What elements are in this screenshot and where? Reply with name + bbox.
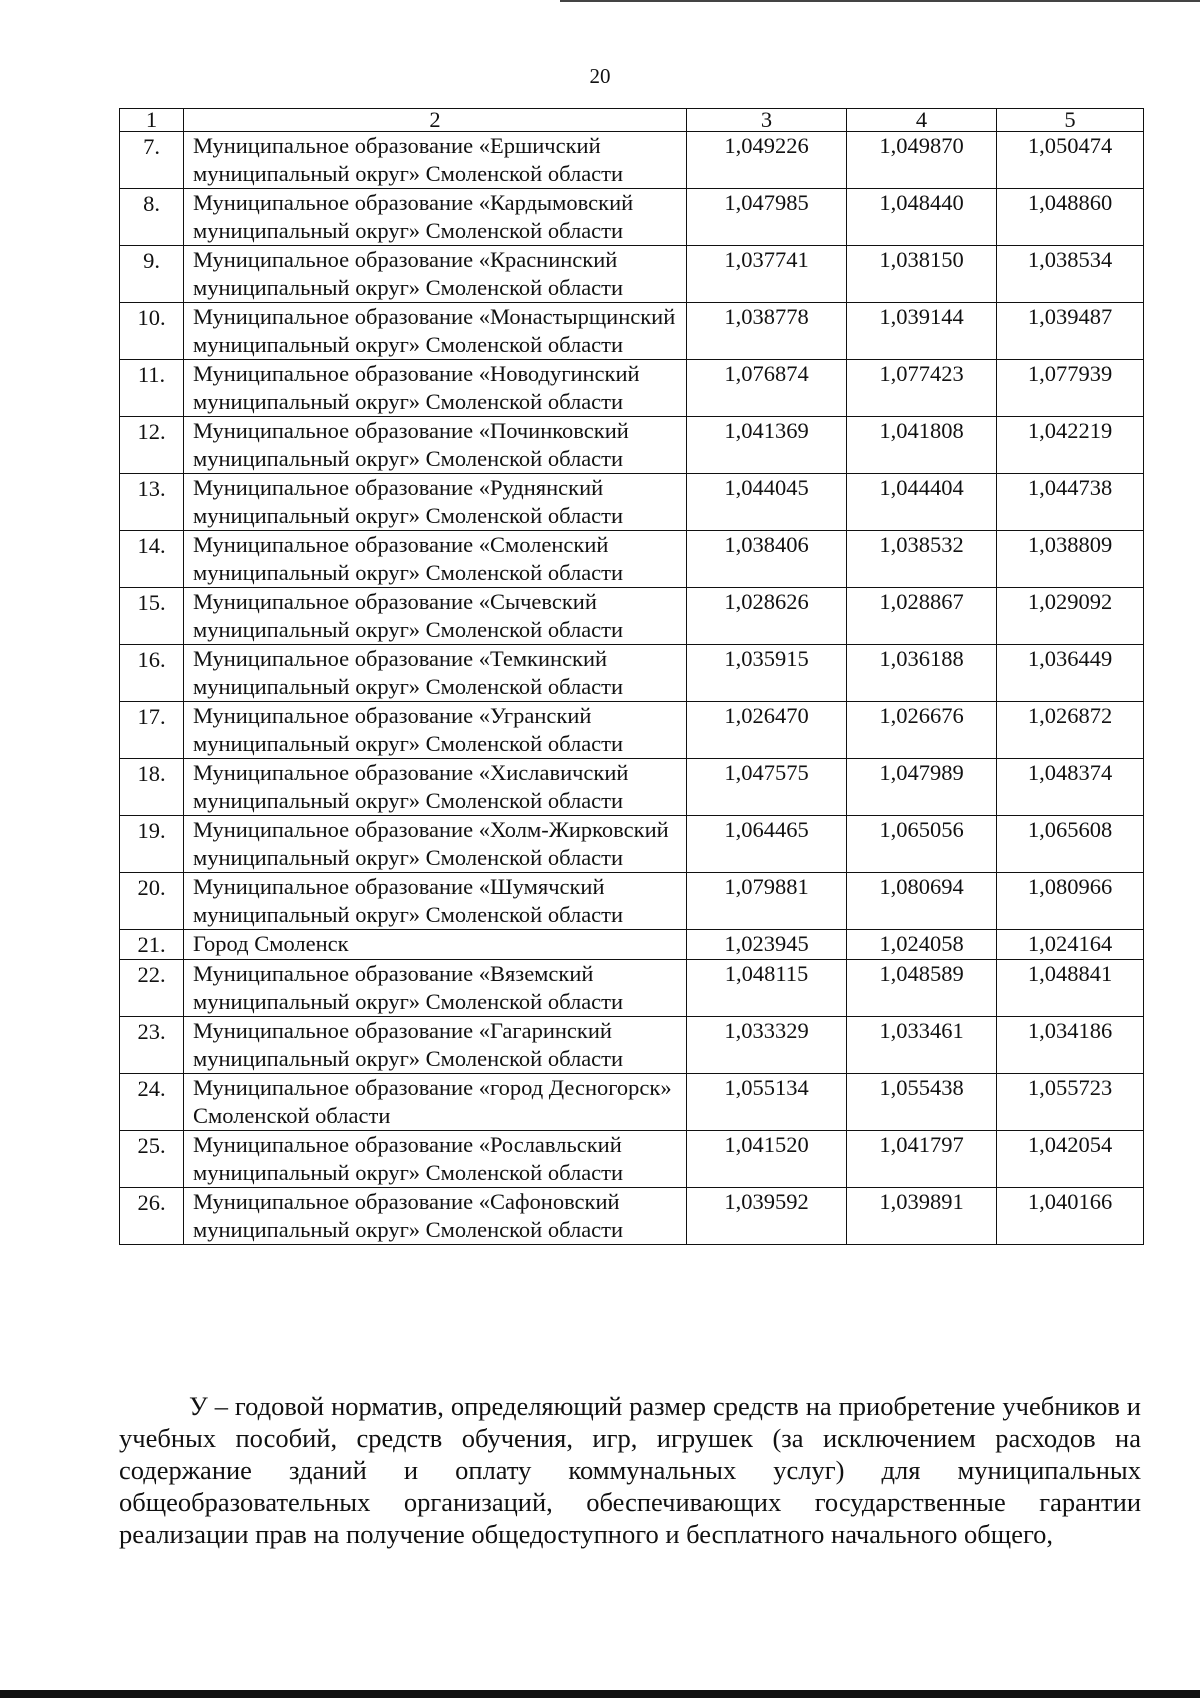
value-col-3: 1,076874 [687,360,847,417]
table-row [120,873,1144,930]
value-col-5: 1,040166 [997,1188,1144,1245]
value-col-3: 1,038778 [687,303,847,360]
value-col-5: 1,038534 [997,246,1144,303]
municipality-name: Муниципальное образование «Сафоновский муниципальный округ» Смоленской области [184,1188,687,1245]
row-number: 10. [120,303,184,360]
municipality-name: Муниципальное образование «Хиславичский муниципальный округ» Смоленской области [184,759,687,816]
value-col-4: 1,039891 [847,1188,997,1245]
value-col-3: 1,048115 [687,960,847,1017]
value-col-5: 1,044738 [997,474,1144,531]
row-number: 9. [120,246,184,303]
value-col-4: 1,048589 [847,960,997,1017]
value-col-3: 1,033329 [687,1017,847,1074]
table-row [120,360,1144,417]
column-header: 4 [847,109,997,132]
value-col-4: 1,049870 [847,132,997,189]
value-col-3: 1,023945 [687,930,847,960]
municipality-name: Муниципальное образование «Сычевский муниципальный округ» Смоленской области [184,588,687,645]
value-col-4: 1,038532 [847,531,997,588]
municipality-name: Муниципальное образование «Кардымовский муниципальный округ» Смоленской области [184,189,687,246]
value-col-3: 1,047575 [687,759,847,816]
value-col-3: 1,044045 [687,474,847,531]
coefficients-table [119,108,1144,1245]
value-col-5: 1,065608 [997,816,1144,873]
value-col-5: 1,029092 [997,588,1144,645]
value-col-3: 1,026470 [687,702,847,759]
row-number: 8. [120,189,184,246]
value-col-4: 1,024058 [847,930,997,960]
value-col-5: 1,055723 [997,1074,1144,1131]
municipality-name: Муниципальное образование «Темкинский муниципальный округ» Смоленской области [184,645,687,702]
table-row [120,702,1144,759]
value-col-3: 1,079881 [687,873,847,930]
value-col-5: 1,024164 [997,930,1144,960]
value-col-4: 1,080694 [847,873,997,930]
table-row [120,816,1144,873]
value-col-4: 1,047989 [847,759,997,816]
value-col-3: 1,047985 [687,189,847,246]
row-number: 13. [120,474,184,531]
municipality-name: Муниципальное образование «Вяземский муниципальный округ» Смоленской области [184,960,687,1017]
value-col-4: 1,028867 [847,588,997,645]
table-row [120,474,1144,531]
table-header-row [120,109,1144,132]
row-number: 26. [120,1188,184,1245]
scan-edge-line [560,0,1200,2]
row-number: 12. [120,417,184,474]
body-paragraph: У – годовой норматив, определяющий размер средств на приобретение учебников и учебных пособий, средств обучения, игр, игрушек (за исключением расходов на содержание зданий и оплату коммунальных услуг) для муниципальных общеобразовательных организаций, обеспечивающих государственные гарантии реализации прав на получение общедоступного и бесплатного начального общего, [119,1391,1141,1549]
row-number: 7. [120,132,184,189]
value-col-4: 1,038150 [847,246,997,303]
value-col-4: 1,048440 [847,189,997,246]
value-col-3: 1,039592 [687,1188,847,1245]
value-col-4: 1,039144 [847,303,997,360]
municipality-name: Муниципальное образование «Ершичский муниципальный округ» Смоленской области [184,132,687,189]
column-header: 5 [997,109,1144,132]
value-col-5: 1,026872 [997,702,1144,759]
table-row [120,246,1144,303]
table-row [120,759,1144,816]
value-col-3: 1,064465 [687,816,847,873]
table-row [120,930,1144,960]
row-number: 24. [120,1074,184,1131]
value-col-5: 1,036449 [997,645,1144,702]
table-row [120,960,1144,1017]
municipality-name: Муниципальное образование «Краснинский муниципальный округ» Смоленской области [184,246,687,303]
municipality-name: Город Смоленск [184,930,687,960]
municipality-name: Муниципальное образование «Холм-Жирковский муниципальный округ» Смоленской области [184,816,687,873]
municipality-name: Муниципальное образование «Рославльский муниципальный округ» Смоленской области [184,1131,687,1188]
municipality-name: Муниципальное образование «Гагаринский муниципальный округ» Смоленской области [184,1017,687,1074]
row-number: 11. [120,360,184,417]
table-row [120,588,1144,645]
value-col-4: 1,026676 [847,702,997,759]
municipality-name: Муниципальное образование «Смоленский муниципальный округ» Смоленской области [184,531,687,588]
table-row [120,189,1144,246]
value-col-5: 1,034186 [997,1017,1144,1074]
value-col-4: 1,065056 [847,816,997,873]
value-col-5: 1,048374 [997,759,1144,816]
value-col-5: 1,038809 [997,531,1144,588]
table-row [120,1188,1144,1245]
value-col-4: 1,041808 [847,417,997,474]
municipality-name: Муниципальное образование «Шумячский муниципальный округ» Смоленской области [184,873,687,930]
table-row [120,417,1144,474]
column-header: 3 [687,109,847,132]
row-number: 23. [120,1017,184,1074]
row-number: 19. [120,816,184,873]
municipality-name: Муниципальное образование «Новодугинский муниципальный округ» Смоленской области [184,360,687,417]
row-number: 22. [120,960,184,1017]
value-col-4: 1,044404 [847,474,997,531]
row-number: 16. [120,645,184,702]
municipality-name: Муниципальное образование «Починковский муниципальный округ» Смоленской области [184,417,687,474]
row-number: 15. [120,588,184,645]
row-number: 20. [120,873,184,930]
value-col-5: 1,048841 [997,960,1144,1017]
value-col-5: 1,077939 [997,360,1144,417]
value-col-3: 1,049226 [687,132,847,189]
value-col-4: 1,077423 [847,360,997,417]
value-col-3: 1,055134 [687,1074,847,1131]
value-col-3: 1,041369 [687,417,847,474]
value-col-4: 1,041797 [847,1131,997,1188]
value-col-3: 1,041520 [687,1131,847,1188]
value-col-5: 1,042054 [997,1131,1144,1188]
row-number: 18. [120,759,184,816]
table-row [120,531,1144,588]
value-col-3: 1,038406 [687,531,847,588]
table-row [120,303,1144,360]
row-number: 14. [120,531,184,588]
scan-bottom-edge [0,1690,1200,1698]
value-col-3: 1,028626 [687,588,847,645]
column-header: 1 [120,109,184,132]
table-row [120,1131,1144,1188]
value-col-3: 1,035915 [687,645,847,702]
value-col-4: 1,036188 [847,645,997,702]
column-header: 2 [184,109,687,132]
value-col-5: 1,048860 [997,189,1144,246]
table-row [120,132,1144,189]
value-col-5: 1,042219 [997,417,1144,474]
municipality-name: Муниципальное образование «Руднянский муниципальный округ» Смоленской области [184,474,687,531]
value-col-5: 1,080966 [997,873,1144,930]
row-number: 25. [120,1131,184,1188]
municipality-name: Муниципальное образование «Монастырщинский муниципальный округ» Смоленской области [184,303,687,360]
row-number: 17. [120,702,184,759]
value-col-3: 1,037741 [687,246,847,303]
value-col-5: 1,050474 [997,132,1144,189]
value-col-4: 1,055438 [847,1074,997,1131]
value-col-4: 1,033461 [847,1017,997,1074]
table-row [120,1017,1144,1074]
municipality-name: Муниципальное образование «Угранский муниципальный округ» Смоленской области [184,702,687,759]
table-row [120,1074,1144,1131]
table-row [120,645,1144,702]
row-number: 21. [120,930,184,960]
value-col-5: 1,039487 [997,303,1144,360]
page-number: 20 [589,64,611,88]
municipality-name: Муниципальное образование «город Десногорск» Смоленской области [184,1074,687,1131]
